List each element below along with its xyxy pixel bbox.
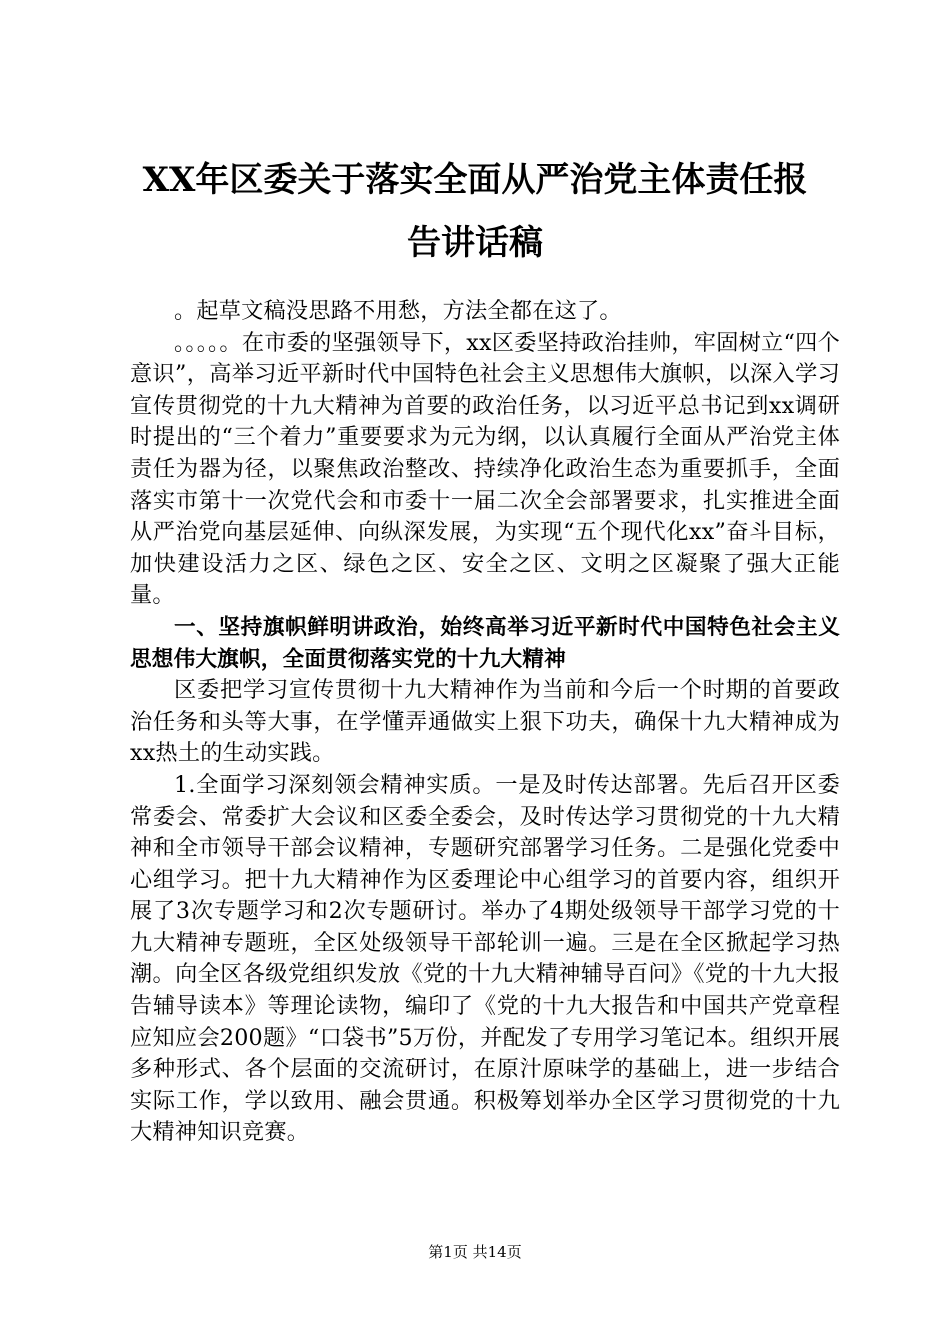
document-title-line-2: 告讲话稿 [407,223,543,263]
section-heading-1: 一、坚持旗帜鲜明讲政治，始终高举习近平新时代中国特色社会主义思想伟大旗帜，全面贯彻落实党的十九大精神 [130,614,840,672]
section-1-paragraph: 区委把学习宣传贯彻十九大精神作为当前和今后一个时期的首要政治任务和头等大事，在学懂弄通做实上狠下功夫，确保十九大精神成为xx热土的生动实践。 [130,677,840,767]
document-title-line-1: XX年区委关于落实全面从严治党主体责任报 [142,160,808,200]
overview-paragraph: 。。。。。在市委的坚强领导下，xx区委坚持政治挂帅，牢固树立“四个意识”，高举习近平新时代中国特色社会主义思想伟大旗帜，以深入学习宣传贯彻党的十九大精神为首要的政治任务，以习近平总书记到xx调研时提出的“三个着力”重要要求为元为纲，以认真履行全面从严治党主体责任为器为径，以聚焦政治整改、持续净化政治生态为重要抓手，全面落实市第十一次党代会和市委十一届二次全会部署要求，扎实推进全面从严治党向基层延伸、向纵深发展，为实现“五个现代化xx”奋斗目标，加快建设活力之区、绿色之区、安全之区、文明之区凝聚了强大正能量。 [130,329,840,609]
document-body [130,296,840,1149]
intro-paragraph: 。起草文稿没思路不用愁，方法全都在这了。 [174,298,622,324]
subsection-1-paragraph: 1.全面学习深刻领会精神实质。一是及时传达部署。先后召开区委常委会、常委扩大会议和区委全委会，及时传达学习贯彻党的十九大精神和全市领导干部会议精神，专题研究部署学习任务。二是强化党委中心组学习。把十九大精神作为区委理论中心组学习的首要内容，组织开展了3次专题学习和2次专题研讨。举办了4期处级领导干部学习党的十九大精神专题班，全区处级领导干部轮训一遍。三是在全区掀起学习热潮。向全区各级党组织发放《党的十九大精神辅导百问》《党的十九大报告辅导读本》等理论读物，编印了《党的十九大报告和中国共产党章程应知应会200题》“口袋书”5万份，并配发了专用学习笔记本。组织开展多种形式、各个层面的交流研讨，在原汁原味学的基础上，进一步结合实际工作，学以致用、融会贯通。积极筹划举办全区学习贯彻党的十九大精神知识竞赛。 [130,771,840,1146]
page-number-footer: 第1页 共14页 [428,1243,522,1261]
